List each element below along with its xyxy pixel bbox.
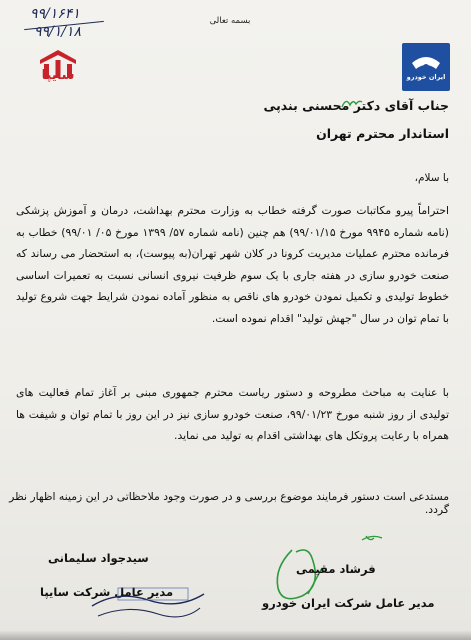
body-paragraph-1: احتراماً پیرو مکاتبات صورت گرفته خطاب به وزارت محترم بهداشت، درمان و آموزش پزشکی (نامه شماره ۹۹۴۵ مورخ ۹۹/۰۱/۱۵) هم چنین (نامه شماره ۵۷/ ۱۳۹۹ مورخ ۰۵/ ۹۹/۰۱) خطاب به فرمانده محترم عملیات مدیریت کرونا در کلان شهر تهران(به پیوست)، به استحضار می رساند که صنعت خودرو سازی در هفته جاری با یک سوم ظرفیت نیروی انسانی نسبت به تعمیرات اساسی خطوط تولیدی و تکمیل نمودن خودرو های ناقص به منظور آماده نمودن شرایط جهت شروع تولید با تمام توان در سال "جهش تولید" اقدام نموده است.	[16, 204, 449, 325]
closing-request: مستدعی است دستور فرمایند موضوع بررسی و در صورت وجود ملاحظاتی در این زمینه اظهار نظر گردد.	[9, 490, 449, 516]
basmala: بسمه تعالی	[209, 16, 251, 26]
letter-date: ۹۹/۱/۱۸	[34, 24, 82, 40]
page-edge-shadow	[0, 630, 471, 640]
saipa-stamp	[88, 586, 208, 626]
saipa-ceo-title: مدیر عامل شرکت سایپا	[40, 585, 174, 599]
letter-number: ۹۹/۱۶۴۱	[30, 6, 80, 22]
saipa-brand: سایپا	[41, 68, 75, 83]
ikco-ceo-name: فرشاد مقیمی	[296, 562, 376, 576]
addressee-name: جناب آقای دکتر محسنی بندپی	[263, 98, 449, 113]
greeting: با سلام،	[414, 172, 449, 184]
ikco-brand: ایران خودرو	[406, 73, 446, 81]
saipa-ceo-name: سیدجواد سلیمانی	[48, 551, 149, 565]
body-paragraph-2: با عنایت به مباحث مطروحه و دستور ریاست محترم جمهوری مبنی بر آغاز تمام فعالیت های تولیدی از روز شنبه مورخ ۹۹/۰۱/۲۳، صنعت خودرو سازی نیز در این روز با تمام توان و شیفت ها همراه با رعایت پروتکل های بهداشتی اقدام به تولید می نماید.	[16, 386, 449, 442]
ikco-logo-icon	[402, 43, 450, 91]
ikco-ceo-title: مدیر عامل شرکت ایران خودرو	[262, 596, 435, 610]
addressee-title: استاندار محترم تهران	[316, 126, 449, 141]
